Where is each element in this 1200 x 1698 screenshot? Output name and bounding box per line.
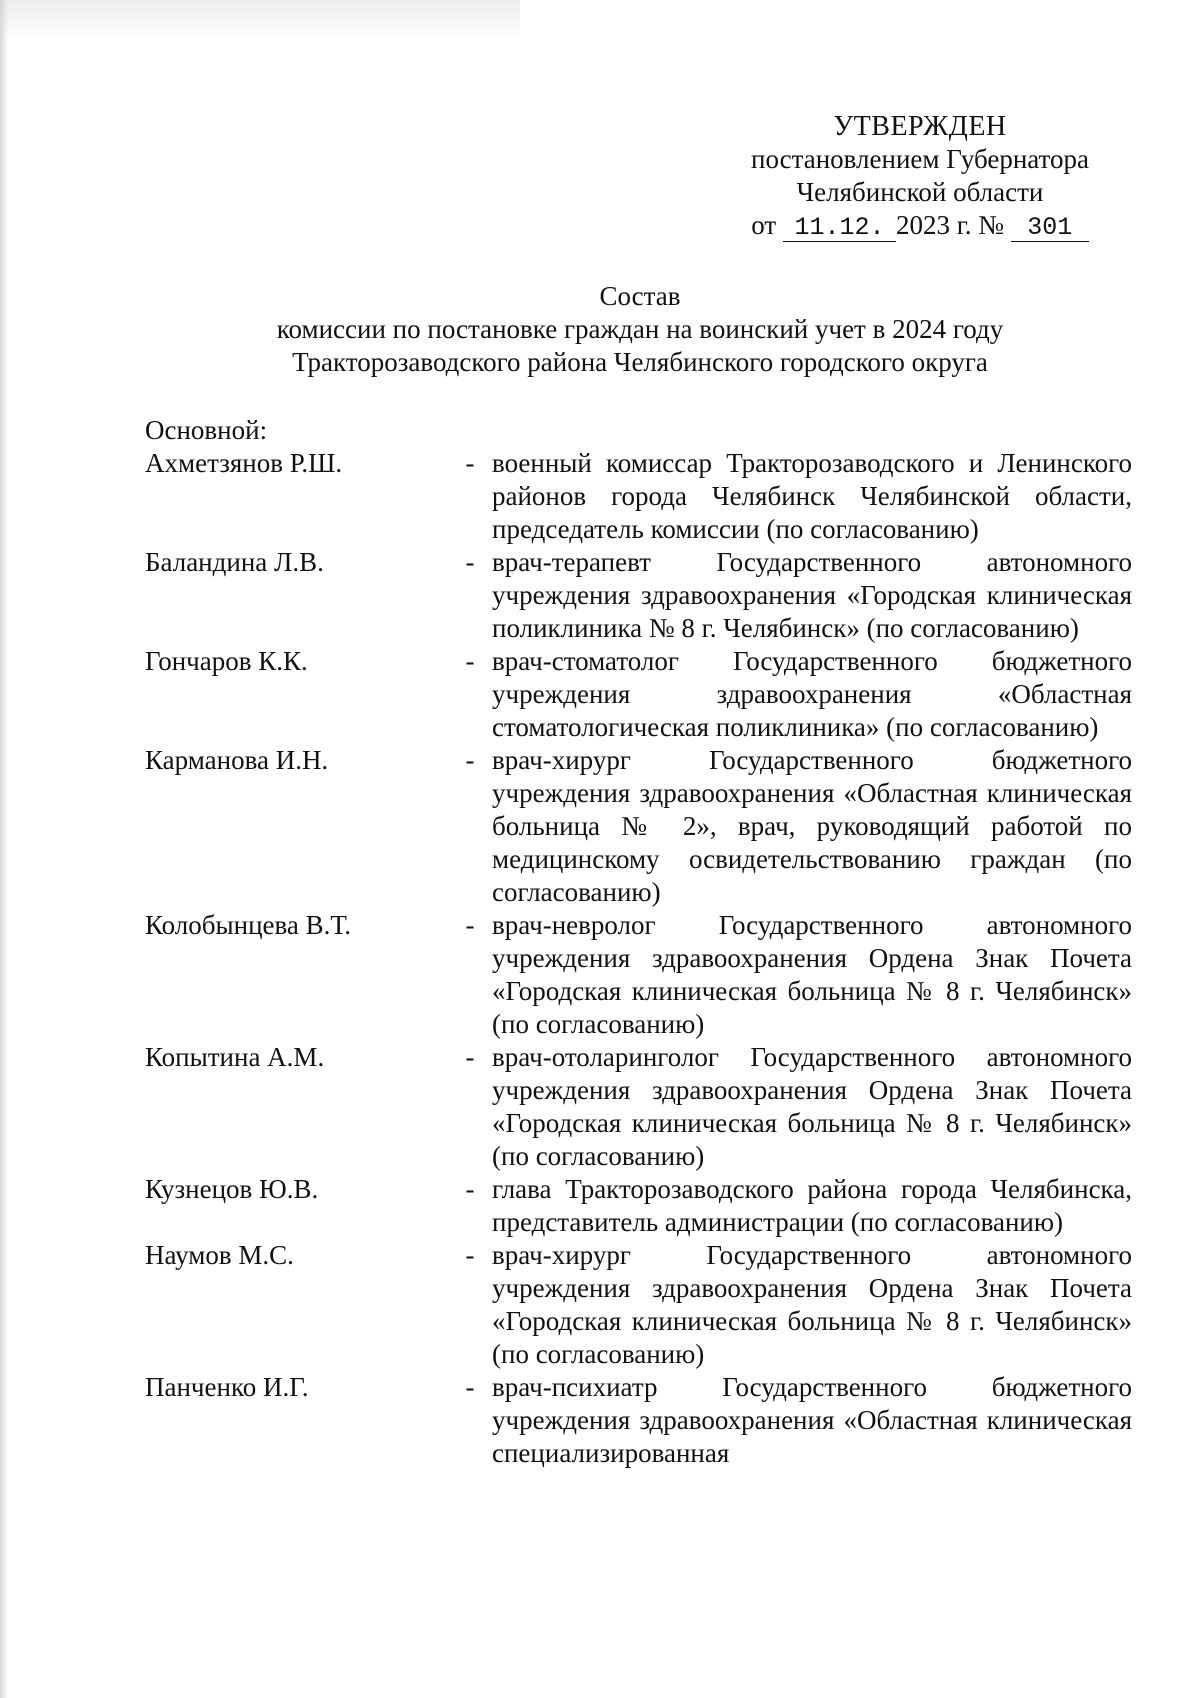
member-row [145,1173,1135,1239]
member-dash: - [465,646,475,676]
member-name: Наумов М.С. [145,1240,294,1270]
member-name: Кузнецов Ю.В. [145,1174,319,1204]
member-row [145,1239,1135,1371]
date-prefix: от [751,210,777,240]
heading-line-1: Состав [599,281,681,311]
member-dash: - [465,1042,475,1072]
member-name: Баландина Л.В. [145,547,324,577]
scan-top-shadow [0,0,520,40]
member-name: Колобынцева В.Т. [145,910,351,940]
member-role: врач-хирург Государственного бюджетного учреждения здравоохранения «Областная клиническая больница № 2», врач, руководящий работой по медицинскому освидетельствованию граждан (по согласованию) [492,745,1132,907]
document-heading [140,280,1140,379]
members-list [145,447,1135,1470]
member-role: врач-психиатр Государственного бюджетного учреждения здравоохранения «Областная клиническая специализированная [492,1372,1132,1468]
scan-edge-shadow [0,0,8,1698]
member-row [145,1041,1135,1173]
member-role: врач-хирург Государственного автономного учреждения здравоохранения Ордена Знак Почета «Городская клиническая больница № 8 г. Челябинск» (по согласованию) [492,1240,1132,1369]
member-row [145,744,1135,909]
member-dash: - [465,745,475,775]
member-dash: - [465,1174,475,1204]
member-row [145,645,1135,744]
approval-block [700,110,1140,242]
member-name: Ахметзянов Р.Ш. [145,448,343,478]
member-role: врач-отоларинголог Государственного автономного учреждения здравоохранения Ордена Знак Почета «Городская клиническая больница № 8 г. Челябинск» (по согласованию) [492,1042,1132,1171]
member-dash: - [465,547,475,577]
approval-title: УТВЕРЖДЕН [833,111,1007,142]
member-name: Карманова И.Н. [145,745,329,775]
member-dash: - [465,448,475,478]
date-suffix: 2023 г. № [895,210,1004,240]
heading-line-3: Тракторозаводского района Челябинского городского округа [292,347,988,377]
member-dash: - [465,1372,475,1402]
member-dash: - [465,910,475,940]
member-name: Гончаров К.К. [145,646,308,676]
member-name: Копытина А.М. [145,1042,325,1072]
member-role: врач-терапевт Государственного автономного учреждения здравоохранения «Городская клиническая поликлиника № 8 г. Челябинск» (по согласованию) [492,547,1132,643]
member-row [145,546,1135,645]
approval-line-2: Челябинской области [796,177,1044,207]
member-row [145,909,1135,1041]
section-label: Основной: [145,415,268,445]
member-row [145,447,1135,546]
member-name: Панченко И.Г. [145,1372,309,1402]
handwritten-date: 11.12. [783,215,896,242]
approval-dateline [700,209,1140,242]
heading-line-2: комиссии по постановке граждан на воинский учет в 2024 году [276,314,1004,344]
member-row [145,1371,1135,1470]
member-role: врач-стоматолог Государственного бюджетного учреждения здравоохранения «Областная стоматологическая поликлиника» (по согласованию) [492,646,1132,742]
handwritten-number: 301 [1011,215,1089,242]
member-dash: - [465,1240,475,1270]
approval-line-1: постановлением Губернатора [751,144,1089,174]
member-role: глава Тракторозаводского района города Челябинска, представитель администрации (по согласованию) [492,1174,1132,1237]
member-role: врач-невролог Государственного автономного учреждения здравоохранения Ордена Знак Почета «Городская клиническая больница № 8 г. Челябинск» (по согласованию) [492,910,1132,1039]
member-role: военный комиссар Тракторозаводского и Ленинского районов города Челябинск Челябинской области, председатель комиссии (по согласованию) [492,448,1132,544]
